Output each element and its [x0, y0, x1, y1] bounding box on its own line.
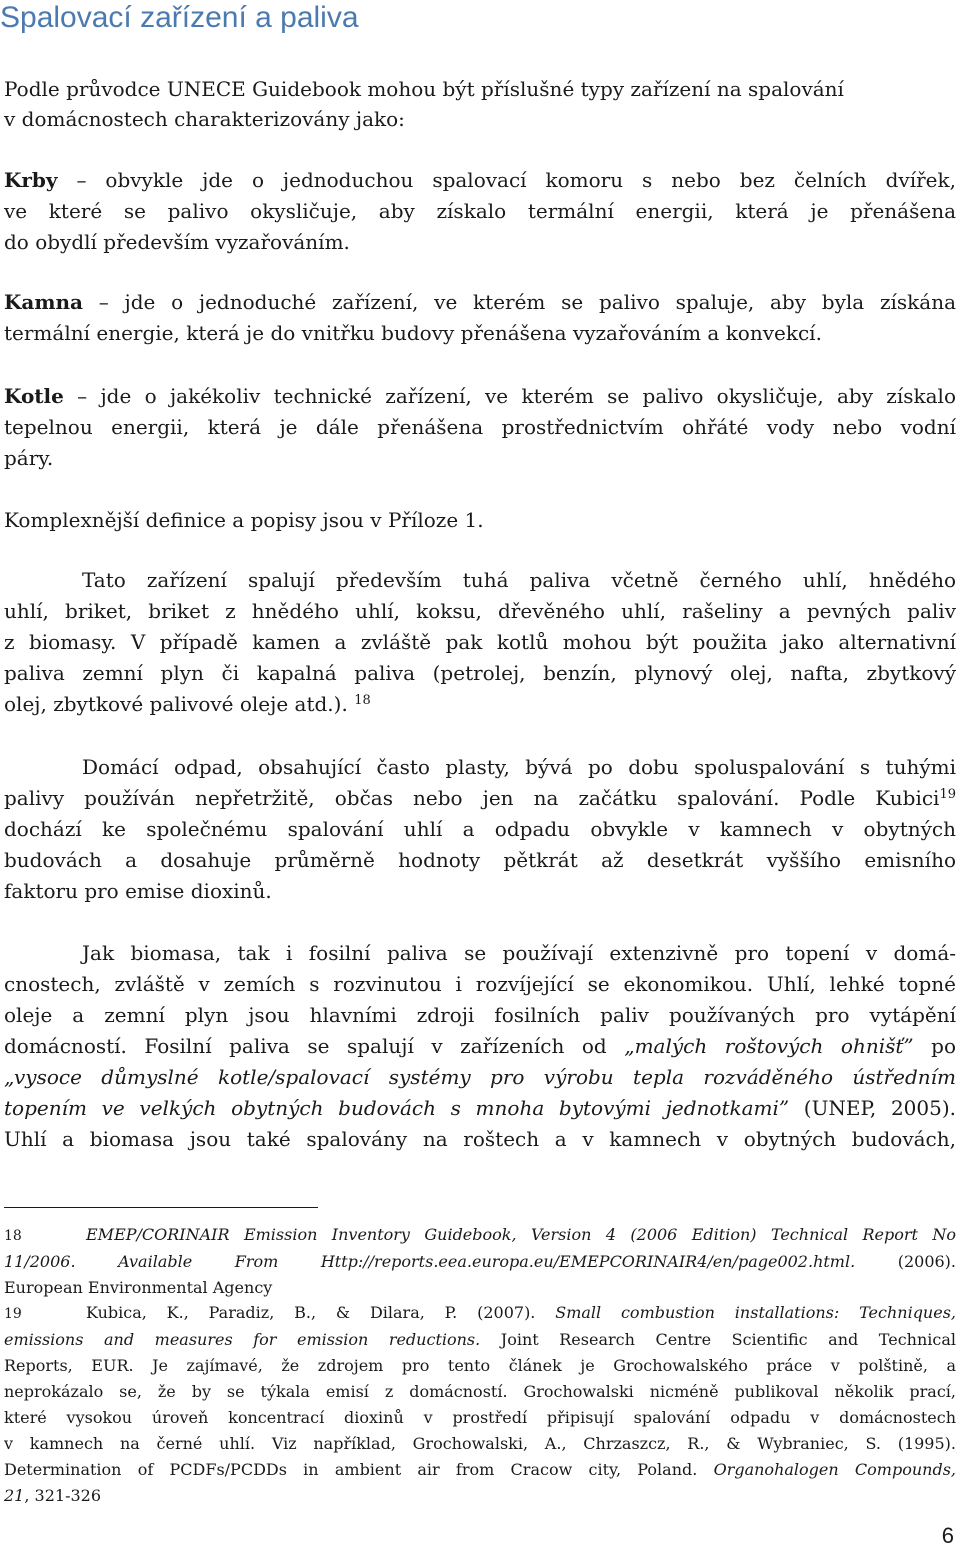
footnote-link[interactable]: 11/2006. Available From Http://reports.eea.europa.eu/EMEPCORINAIR4/en/page002.html.	[4, 1252, 856, 1271]
biomass-line: Uhlí a biomasa jsou také spalovány na roštech a v kamnech v obytných budovách,	[4, 1127, 956, 1151]
biomass-quote: topením ve velkých obytných budovách s mnoha bytovými jednotkami”	[4, 1096, 790, 1120]
section-heading: Spalovací zařízení a paliva	[0, 1, 359, 34]
fuels-line: paliva zemní plyn či kapalná paliva (petrolej, benzín, plynový olej, nafta, zbytkový	[4, 661, 956, 685]
waste-line: Domácí odpad, obsahující často plasty, bývá po dobu spoluspalování s tuhými	[82, 755, 956, 779]
footnote-journal: Organohalogen Compounds,	[713, 1460, 956, 1479]
fuels-paragraph	[4, 565, 956, 720]
footnote-text: , 321-326	[24, 1486, 102, 1505]
footnote-text: v kamnech na černé uhlí. Viz například, Grochowalski, A., Chrzaszcz, R., & Wybraniec, S. (1995).	[4, 1434, 956, 1453]
footnote-ref-18[interactable]: 18	[354, 693, 371, 708]
footnote-text: (2006).	[855, 1252, 956, 1271]
waste-line: faktoru pro emise dioxinů.	[4, 879, 272, 903]
waste-line: budovách a dosahuje průměrně hodnoty pětkrát až desetkrát vyššího emisního	[4, 848, 956, 872]
footnote-text: EMEP/CORINAIR Emission Inventory Guidebook, Version 4 (2006 Edition) Technical Report No	[86, 1225, 956, 1244]
kotle-line: tepelnou energii, která je dále přenášena prostřednictvím ohřáté vody nebo vodní	[4, 415, 956, 439]
krby-definition	[4, 165, 956, 258]
biomass-line: (UNEP, 2005).	[789, 1096, 957, 1120]
waste-paragraph	[4, 752, 956, 907]
kotle-line: – jde o jakékoliv technické zařízení, ve kterém se palivo okysličuje, aby získalo	[63, 384, 956, 408]
footnote-title: Small combustion installations: Techniques,	[555, 1303, 957, 1322]
intro-line: v domácnostech charakterizovány jako:	[4, 107, 405, 131]
footnote-title: emissions and measures for emission reductions.	[4, 1330, 481, 1349]
fuels-line: uhlí, briket, briket z hnědého uhlí, koksu, dřevěného uhlí, rašeliny a pevných paliv	[4, 599, 956, 623]
biomass-line: domácností. Fosilní paliva se spalují v zařízeních od	[4, 1034, 625, 1058]
footnote-volume: 21	[4, 1486, 25, 1505]
footnote-text: European Environmental Agency	[4, 1278, 273, 1297]
page-number: 6	[941, 1523, 954, 1548]
footnote-text: Determination of PCDFs/PCDDs in ambient air from Cracow city, Poland.	[4, 1460, 714, 1479]
kamna-definition	[4, 287, 956, 349]
kamna-term: Kamna	[4, 290, 84, 314]
biomass-paragraph	[4, 938, 956, 1155]
krby-term: Krby	[4, 168, 58, 192]
footnote-separator	[4, 1207, 318, 1208]
kamna-line: – jde o jednoduché zařízení, ve kterém se palivo spaluje, aby byla získána	[83, 290, 956, 314]
krby-line: do obydlí především vyzařováním.	[4, 230, 350, 254]
kotle-definition	[4, 381, 956, 474]
footnote-number: 19	[4, 1306, 22, 1322]
footnote-18	[4, 1222, 956, 1301]
intro-line: Podle průvodce UNECE Guidebook mohou být příslušné typy zařízení na spalování	[4, 77, 844, 101]
biomass-line: Jak biomasa, tak i fosilní paliva se používají extenzivně pro topení v domá-	[82, 941, 956, 965]
waste-line: palivy používán nepřetržitě, občas nebo jen na začátku spalování. Podle Kubici	[4, 786, 940, 810]
footnote-number: 18	[4, 1228, 22, 1244]
footnote-ref-19[interactable]: 19	[939, 787, 956, 802]
waste-line: dochází ke společnému spalování uhlí a odpadu obvykle v kamnech v obytných	[4, 817, 956, 841]
kotle-term: Kotle	[4, 384, 64, 408]
biomass-line: po	[913, 1034, 957, 1058]
footnote-text: Joint Research Centre Scientific and Technical	[480, 1330, 957, 1349]
krby-line: ve které se palivo okysličuje, aby získalo termální energii, která je přenášena	[4, 199, 956, 223]
footnote-text: které vysokou úroveň koncentrací dioxinů v prostředí připisují spalování odpadu v domácnostech	[4, 1408, 956, 1427]
biomass-quote: „vysoce důmyslné kotle/spalovací systémy pro výrobu tepla rozváděného ústředním	[4, 1065, 956, 1089]
appendix-reference: Komplexnější definice a popisy jsou v Příloze 1.	[4, 508, 484, 532]
kamna-line: termální energie, která je do vnitřku budovy přenášena vyzařováním a konvekcí.	[4, 321, 822, 345]
footnote-text: Kubica, K., Paradiz, B., & Dilara, P. (2007).	[86, 1303, 556, 1322]
biomass-line: oleje a zemní plyn jsou hlavními zdroji fosilních paliv používaných pro vytápění	[4, 1003, 956, 1027]
fuels-line: z biomasy. V případě kamen a zvláště pak kotlů mohou být použita jako alternativní	[4, 630, 956, 654]
footnote-19	[4, 1300, 956, 1509]
biomass-line: cnostech, zvláště v zemích s rozvinutou i rozvíjející se ekonomikou. Uhlí, lehké topné	[4, 972, 956, 996]
fuels-line: Tato zařízení spalují především tuhá paliva včetně černého uhlí, hnědého	[82, 568, 956, 592]
krby-line: – obvykle jde o jednoduchou spalovací komoru s nebo bez čelních dvířek,	[57, 168, 956, 192]
kotle-line: páry.	[4, 446, 54, 470]
fuels-line: olej, zbytkové palivové oleje atd.).	[4, 692, 355, 716]
footnote-text: Reports, EUR. Je zajímavé, že zdrojem pro tento článek je Grochowalského práce v polštině, a	[4, 1356, 956, 1375]
intro-paragraph	[4, 74, 956, 134]
biomass-quote: „malých roštových ohnišť”	[624, 1034, 914, 1058]
footnote-text: neprokázalo se, že by se týkala emisí z domácností. Grochowalski nicméně publikoval několik prací,	[4, 1382, 956, 1401]
